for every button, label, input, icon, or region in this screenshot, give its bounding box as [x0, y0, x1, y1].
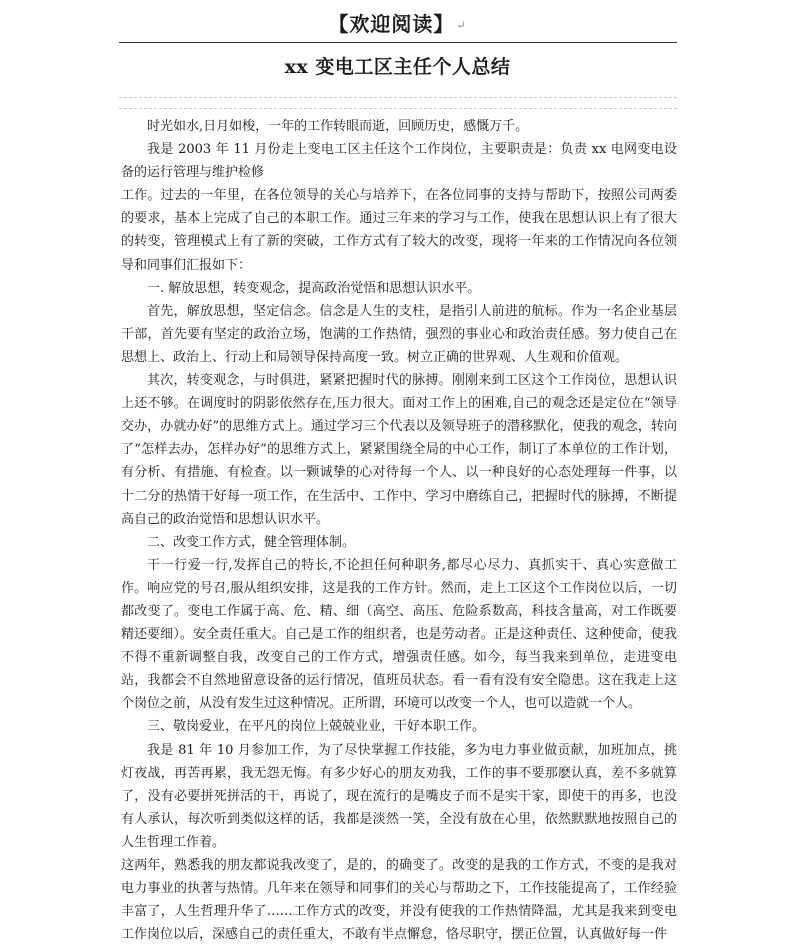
paragraph-summary: 工作。过去的一年里，在各位领导的关心与培养下，在各位同事的支持与帮助下，按照公司两委的要求，基本上完成了自己的本职工作。通过三年来的学习与工作，使我在思想认识上有了很大的转变，管理模式上有了新的突破，工作方式有了较大的改变，现将一年来的工作情况向各位领导和同事们汇报如下：	[121, 188, 677, 273]
section-heading-3: 三、敬岗爱业，在平凡的岗位上兢兢业业，干好本职工作。	[147, 719, 486, 735]
welcome-banner-text: 【欢迎阅读】	[328, 12, 455, 36]
document-title: xx 变电工区主任个人总结	[284, 56, 511, 78]
paragraph-career: 我是 81 年 10 月参加工作，为了尽快掌握工作技能，多为电力事业做贡献，加班加点，挑灯夜战，再苦再累，我无怨无悔。有多少好心的朋友劝我，工作的事不要那麽认真，差不多就算了，没有必要拼死拼活的干，再说了，现在流行的是嘴皮子而不是实干家，即使干的再多，也没有人承认，每次听到类似这样的话，我都是淡然一笑，全没有放在心里，依然默默地按照自己的人生哲理工作着。	[121, 742, 677, 850]
paragraph-firstly: 首先，解放思想，坚定信念。信念是人生的支柱，是指引人前进的航标。作为一名企业基层干部，首先要有坚定的政治立场，饱满的工作热情，强烈的事业心和政治责任感。努力使自己在思想上、政治上、行动上和局领导保持高度一致。树立正确的世界观、人生观和价值观。	[121, 303, 677, 365]
section-heading-1: 一. 解放思想，转变观念，提高政治觉悟和思想认识水平。	[147, 280, 481, 296]
paragraph-work-method: 干一行爱一行,发挥自己的特长,不论担任何种职务,都尽心尽力、真抓实干、真心实意做工作。响应党的号召,服从组织安排，这是我的工作方针。然而，走上工区这个工作岗位以后，一切都改变了。变电工作属于高、危、精、细（高空、高压、危险系数高，科技含量高，对工作既要精还要细）。安全责任重大。自己是工作的组织者，也是劳动者。正是这种责任、这种使命，使我不得不重新调整自我，改变自己的工作方式，增强责任感。如今，每当我来到单位，走进变电站，我都会不自然地留意设备的运行情况，值班员状态。看一看有没有安全隐患。这在我走上这个岗位之前，从没有发生过这种情况。正所谓，环境可以改变一个人，也可以造就一个人。	[121, 557, 677, 712]
document-body	[121, 115, 677, 946]
title-divider-top	[119, 97, 677, 98]
paragraph-intro: 时光如水,日月如梭，一年的工作转眼而逝，回顾历史，感慨万千。	[147, 119, 529, 134]
header-rule	[119, 42, 677, 43]
paragraph-secondly: 其次，转变观念，与时俱进，紧紧把握时代的脉搏。刚刚来到工区这个工作岗位，思想认识上还不够。在调度时的阴影依然存在,压力很大。面对工作上的困难,自己的观念还是定位在“领导交办，办就办好”的思维方式上。通过学习三个代表以及领导班子的潜移默化，使我的观念，转向了“怎样去办，怎样办好”的思维方式上，紧紧围绕全局的中心工作，制订了本单位的工作计划，有分析、有措施、有检查。以一颗诚挚的心对待每一个人、以一种良好的心态处理每一件事，以十二分的热情干好每一项工作，在生活中、工作中、学习中磨练自己，把握时代的脉搏，不断提高自己的政治觉悟和思想认识水平。	[121, 373, 677, 527]
return-mark-icon: ↵	[456, 18, 467, 32]
section-heading-2: 二、改变工作方式，健全管理体制。	[147, 534, 356, 550]
title-divider-bottom	[119, 108, 677, 109]
paragraph-duties: 我是 2003 年 11 月份走上变电工区主任这个工作岗位，主要职责是：负责 xx 电网变电设备的运行管理与维护检修	[121, 142, 677, 181]
paragraph-recent-years: 这两年，熟悉我的朋友都说我改变了，是的，的确变了。改变的是我的工作方式，不变的是我对电力事业的执著与热情。几年来在领导和同事们的关心与帮助之下，工作技能提高了，工作经验丰富了，人生哲理升华了……工作方式的改变，并没有使我的工作热情降温，尤其是我来到变电工作岗位以后，深感自己的责任重大，不敢有半点懈怠，恪尽职守，摆正位置，认真做好每一件	[121, 858, 677, 943]
welcome-banner	[0, 8, 795, 40]
